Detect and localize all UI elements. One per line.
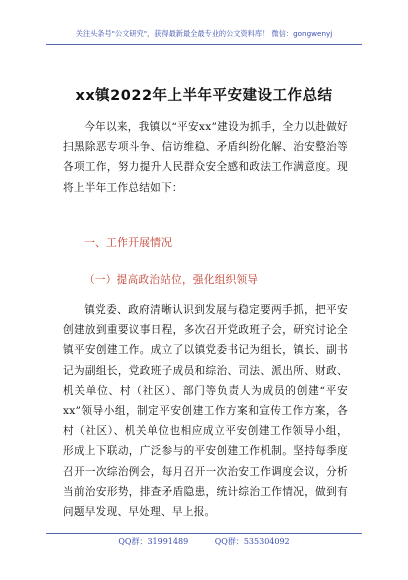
page-header: 关注头条号"公文研究"，获得最新最全最专业的公文资料库！ 微信：gongwenyj	[46, 28, 362, 45]
subsection-heading-1: （一）提高政治站位，强化组织领导	[84, 274, 259, 286]
footer-qq-group-2: QQ群：535304092	[214, 537, 290, 546]
footer-qq-group-1: QQ群：31991489	[118, 537, 189, 546]
section-heading-1: 一、工作开展情况	[84, 236, 172, 249]
body-paragraph: 镇党委、政府清晰认识到发展与稳定要两手抓，把平安创建放到重要议事日程，多次召开党政班子会，研究讨论全镇平安创建工作。成立了以镇党委书记为组长，镇长、副书记为副组长，党政班子成员和综治、司法、派出所、财政、机关单位、村（社区）、部门等负责人为成员的创建“平安xx”领导小组，制定平安创建工作方案和宣传工作方案，各村（社区）、机关单位也相应成立平安创建工作领导小组，形成上下联动，广泛参与的平安创建工作机制。坚持每季度召开一次综治例会，每月召开一次治安工作调度会议，分析当前治安形势，排查矛盾隐患，统计综治工作情况，做到有问题早发现、早处理、早上报。	[63, 304, 348, 519]
page-footer	[46, 533, 362, 547]
intro-paragraph: 今年以来，我镇以“平安xx”建设为抓手，全力以赴做好扫黑除恶专项斗争、信访维稳、矛盾纠纷化解、治安整治等各项工作，努力提升人民群众安全感和政法工作满意度。现将上半年工作总结如下：	[63, 121, 348, 194]
document-title: xx镇2022年上半年平安建设工作总结	[75, 88, 333, 104]
